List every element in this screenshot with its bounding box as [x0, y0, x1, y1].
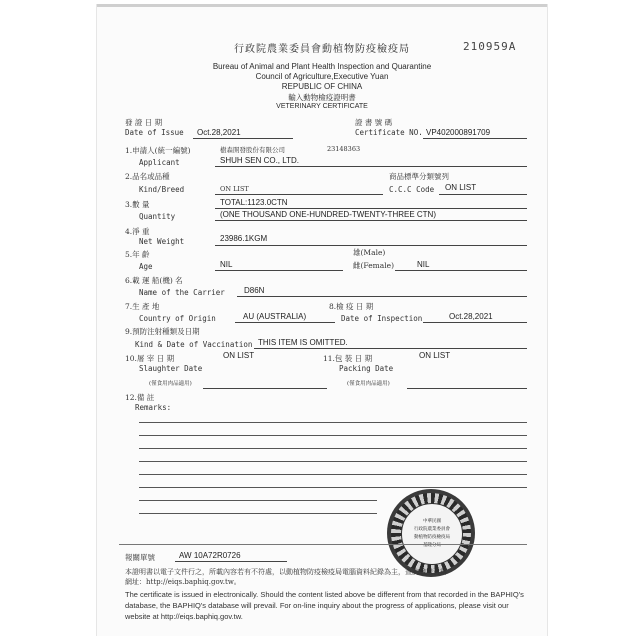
packing-value: ON LIST — [419, 351, 451, 360]
top-border — [97, 4, 547, 7]
packing-label-en: Packing Date — [339, 364, 394, 373]
net-weight-value: 23986.1KGM — [220, 234, 268, 243]
seal-line-4: 基隆分局 — [423, 543, 441, 548]
certificate-no-label-zh: 證 書 號 碼 — [355, 118, 393, 127]
quantity-words: (ONE THOUSAND ONE-HUNDRED-TWENTY-THREE CTN) — [220, 210, 436, 219]
veterinary-certificate — [96, 4, 548, 636]
official-seal — [387, 489, 475, 577]
inspection-label-en: Date of Inspection — [341, 314, 423, 323]
inspection-value: Oct.28,2021 — [449, 312, 493, 321]
council-name: Council of Agriculture,Executive Yuan — [255, 72, 389, 81]
ccc-label-zh: 商品標準分類號列 — [389, 172, 449, 181]
packing-note: (僅食用肉品適用) — [347, 381, 390, 387]
seal-center — [401, 503, 463, 565]
age-label-zh: 5.年 齡 — [125, 250, 150, 259]
certificate-no-value: VP402000891709 — [426, 128, 491, 137]
issue-date-label-en: Date of Issue — [125, 128, 184, 137]
net-weight-label-en: Net Weight — [139, 237, 185, 246]
applicant-label-en: Applicant — [139, 158, 180, 167]
bureau-title-zh: 行政院農業委員會動植物防疫檢疫局 — [234, 44, 410, 55]
applicant-value-zh: 樹森開發股份有限公司 — [220, 146, 285, 154]
remarks-label-zh: 12.備 註 — [125, 393, 155, 402]
applicant-label-zh: 1.申請人(統一編號) — [125, 146, 191, 155]
issue-date-label-zh: 發 證 日 期 — [125, 118, 163, 127]
vaccination-label-zh: 9.預防注射種類及日期 — [125, 327, 200, 336]
country-name: REPUBLIC OF CHINA — [281, 82, 363, 91]
kind-label-en: Kind/Breed — [139, 185, 185, 194]
remarks-label-en: Remarks: — [135, 403, 172, 412]
sex-value: NIL — [417, 260, 430, 269]
vaccination-value: THIS ITEM IS OMITTED. — [258, 338, 348, 347]
inspection-label-zh: 8.檢 疫 日 期 — [329, 302, 374, 311]
male-label: 雄(Male) — [353, 248, 386, 257]
footer-note-zh-2: 網址：http://eiqs.baphiq.gov.tw。 — [125, 578, 241, 586]
certificate-no-label-en: Certificate NO. — [355, 128, 423, 137]
slaughter-note: (僅食用肉品適用) — [149, 381, 192, 387]
age-value: NIL — [220, 260, 233, 269]
quantity-label-en: Quantity — [139, 212, 176, 221]
ccc-value: ON LIST — [445, 183, 477, 192]
net-weight-label-zh: 4.淨 重 — [125, 227, 150, 236]
seal-line-1: 中華民國 — [423, 519, 441, 524]
seal-line-2: 行政院農業委員會 — [414, 527, 450, 532]
slaughter-value: ON LIST — [223, 351, 255, 360]
doc-title-zh: 輸入動物檢疫證明書 — [288, 93, 356, 102]
quantity-value: TOTAL:1123.0CTN — [220, 198, 288, 207]
packing-label-zh: 11.包 裝 日 期 — [323, 354, 373, 363]
quantity-label-zh: 3.數 量 — [125, 200, 150, 209]
applicant-value-en: SHUH SEN CO., LTD. — [220, 156, 299, 165]
carrier-label-zh: 6.載 運 船(機) 名 — [125, 276, 183, 285]
origin-label-zh: 7.生 產 地 — [125, 302, 160, 311]
declaration-value: AW 10A72R0726 — [179, 551, 241, 560]
vaccination-label-en: Kind & Date of Vaccination — [135, 340, 253, 349]
carrier-value: D86N — [244, 286, 265, 295]
kind-value: ON LIST — [220, 185, 249, 193]
carrier-label-en: Name of the Carrier — [139, 288, 225, 297]
serial-number: 210959A — [463, 40, 517, 53]
ccc-label-en: C.C.C Code — [389, 185, 435, 194]
slaughter-label-zh: 10.屠 宰 日 期 — [125, 354, 175, 363]
footer-note-en: The certificate is issued in electronically. Should the content listed above be different from that recorded in the BAPHIQ's database, the BAPHIQ's database will prevail. For on-line inquiry about the progress of applications, please visit our website at http://eiqs.baphiq.gov.tw. — [125, 590, 524, 621]
female-label: 雌(Female) — [353, 261, 395, 270]
origin-value: AU (AUSTRALIA) — [243, 312, 307, 321]
slaughter-label-en: Slaughter Date — [139, 364, 203, 373]
bureau-title-en: Bureau of Animal and Plant Health Inspection and Quarantine — [212, 62, 432, 71]
doc-title-en: VETERINARY CERTIFICATE — [276, 103, 368, 110]
age-label-en: Age — [139, 262, 153, 271]
seal-line-3: 動植物防疫檢疫局 — [414, 535, 450, 540]
footer-note-zh-1: 本證明書以電子文件行之，所載內容若有不符處，以動植物防疫檢疫局電腦資料紀錄為主，查詢驗證資料 — [125, 568, 447, 576]
kind-label-zh: 2.品名或品種 — [125, 172, 170, 181]
origin-label-en: Country of Origin — [139, 314, 216, 323]
declaration-label: 報關單號 — [125, 553, 155, 562]
issue-date-value: Oct.28,2021 — [197, 128, 241, 137]
applicant-id: 23148363 — [327, 145, 361, 153]
